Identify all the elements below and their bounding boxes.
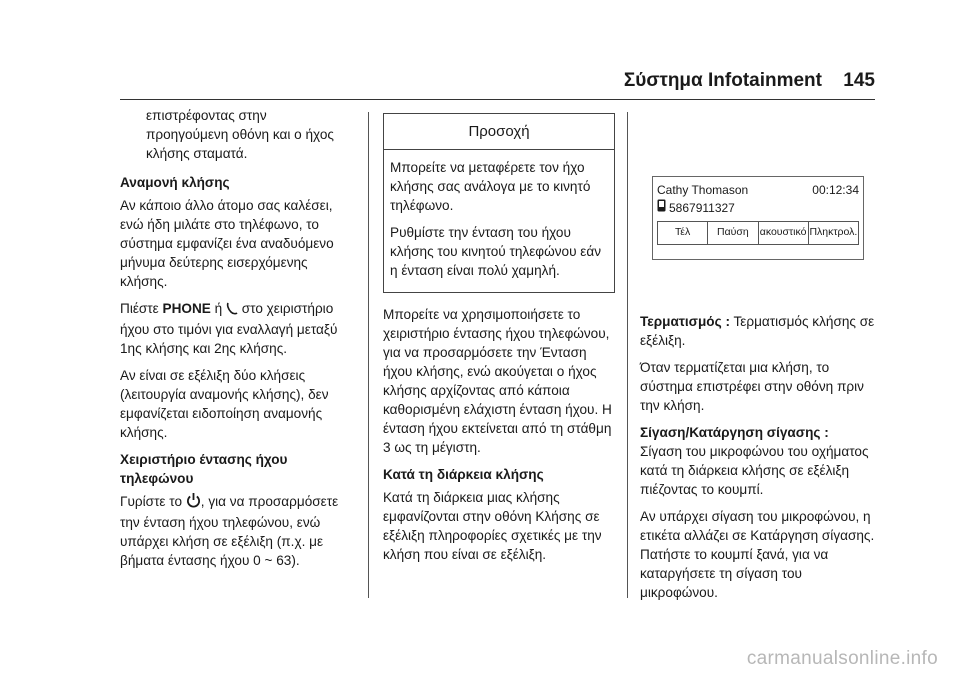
intro-line: προηγούμενη οθόνη και ο ήχος bbox=[146, 127, 334, 142]
mute-label: Σίγαση/Κατάργηση σίγασης : bbox=[640, 425, 829, 440]
caution-body bbox=[384, 150, 614, 292]
power-knob-icon bbox=[186, 492, 201, 513]
call-timer: 00:12:34 bbox=[812, 183, 859, 197]
volume-text: Μπορείτε να χρησιμοποιήσετε το χειριστήριο έντασης ήχου τηλεφώνου, για να προσαρμόσετε την Ένταση ήχου κλήσης, ενώ ακούγεται ο ήχος κλήσης αρχίζοντας από κάποια καθορισμένη ελάχιστη ένταση ήχου. Η ένταση ήχου εκτείνεται από τη στάθμη 3 ως τη μέγιστη. bbox=[383, 307, 612, 455]
phone-handset-icon bbox=[226, 301, 238, 320]
header-rule bbox=[120, 99, 875, 100]
handset-button[interactable]: ακουστικό bbox=[759, 222, 809, 244]
column-divider bbox=[368, 112, 369, 598]
page-header bbox=[0, 66, 960, 96]
pause-button[interactable]: Παύση bbox=[708, 222, 758, 244]
page-number: 145 bbox=[843, 70, 875, 91]
watermark: carmanualsonline.info bbox=[746, 648, 938, 669]
caller-number bbox=[657, 199, 735, 218]
progress-text: Αν είναι σε εξέλιξη δύο κλήσεις (λειτουργία αναμονής κλήσης), δεν εμφανίζεται ειδοποίηση αναμονής κλήσης. bbox=[120, 368, 329, 440]
section-title: Σύστημα Infotainment bbox=[623, 70, 822, 91]
hold-heading: Αναμονή κλήσης bbox=[120, 175, 230, 190]
end-description bbox=[640, 312, 878, 350]
call-screen bbox=[652, 176, 864, 260]
mute-text: Σίγαση του μικροφώνου του οχήματος κατά τη διάρκεια κλήσης σε εξέλιξη πιέζοντας το κουμπί. bbox=[640, 444, 869, 497]
volume-heading: Χειριστήριο έντασης ήχου τηλεφώνου bbox=[120, 452, 288, 486]
during-text: Κατά τη διάρκεια μιας κλήσης εμφανίζονται στην οθόνη Κλήσης σε εξέλιξη πληροφορίες σχετικές με την κλήση που είναι σε εξέλιξη. bbox=[383, 490, 602, 562]
during-heading: Κατά τη διάρκεια κλήσης bbox=[383, 467, 544, 482]
end-text: Τερματισμός κλήσης σε εξέλιξη. bbox=[640, 314, 875, 348]
end-label: Τερματισμός : bbox=[640, 314, 730, 329]
press-prefix: Πιέστε bbox=[120, 301, 163, 316]
turn-suffix: , για να προσαρμόσετε την ένταση ήχου τηλεφώνου, ενώ υπάρχει κλήση σε εξέλιξη (π.χ. με βήματα έντασης ήχου 0 ~ 63). bbox=[120, 494, 339, 568]
mobile-phone-icon bbox=[657, 199, 666, 218]
mute-description bbox=[640, 423, 878, 499]
keypad-button[interactable]: Πληκτρολ. bbox=[809, 226, 858, 238]
column-right bbox=[640, 176, 878, 610]
call-button-bar bbox=[657, 221, 859, 245]
mute-after-text: Αν υπάρχει σίγαση του μικροφώνου, η ετικέτα αλλάζει σε Κατάργηση σίγασης. Πατήστε το κουμπί ξανά, για να καταργήσετε τη σίγαση του μικροφώνου. bbox=[640, 509, 875, 600]
caution-box bbox=[383, 113, 615, 293]
press-suffix: στο χειριστήριο ήχου στο τιμόνι για εναλλαγή μεταξύ 1ης κλήσης και 2ης κλήσης. bbox=[120, 301, 338, 356]
caution-text: Ρυθμίστε την ένταση του ήχου κλήσης του κινητού τηλεφώνου εάν η ένταση είναι πολύ χαμηλή. bbox=[390, 225, 602, 278]
press-or: ή bbox=[210, 301, 226, 316]
intro-line: κλήσης σταματά. bbox=[146, 146, 248, 161]
column-middle bbox=[383, 113, 615, 572]
caution-text: Μπορείτε να μεταφέρετε τον ήχο κλήσης σας ανάλογα με το κινητό τηλέφωνο. bbox=[390, 160, 591, 213]
turn-instruction bbox=[120, 492, 356, 570]
caller-name: Cathy Thomason bbox=[657, 183, 749, 197]
number-text: 5867911327 bbox=[669, 201, 735, 215]
intro-text bbox=[120, 106, 356, 163]
column-divider bbox=[627, 112, 628, 598]
caution-title: Προσοχή bbox=[384, 114, 614, 150]
end-after-text: Όταν τερματίζεται μια κλήση, το σύστημα επιστρέφει στην οθόνη πριν την κλήση. bbox=[640, 360, 864, 413]
intro-line: επιστρέφοντας στην bbox=[146, 108, 267, 123]
phone-key: PHONE bbox=[162, 301, 211, 316]
column-left bbox=[120, 106, 356, 578]
press-instruction bbox=[120, 299, 356, 358]
turn-prefix: Γυρίστε το bbox=[120, 494, 186, 509]
hold-text: Αν κάποιο άλλο άτομο σας καλέσει, ενώ ήδη μιλάτε στο τηλέφωνο, το σύστημα εμφανίζει ένα αναδυόμενο μήνυμα δεύτερης εισερχόμενης κλήσης. bbox=[120, 198, 334, 289]
end-call-button[interactable]: Τέλ bbox=[658, 222, 708, 244]
